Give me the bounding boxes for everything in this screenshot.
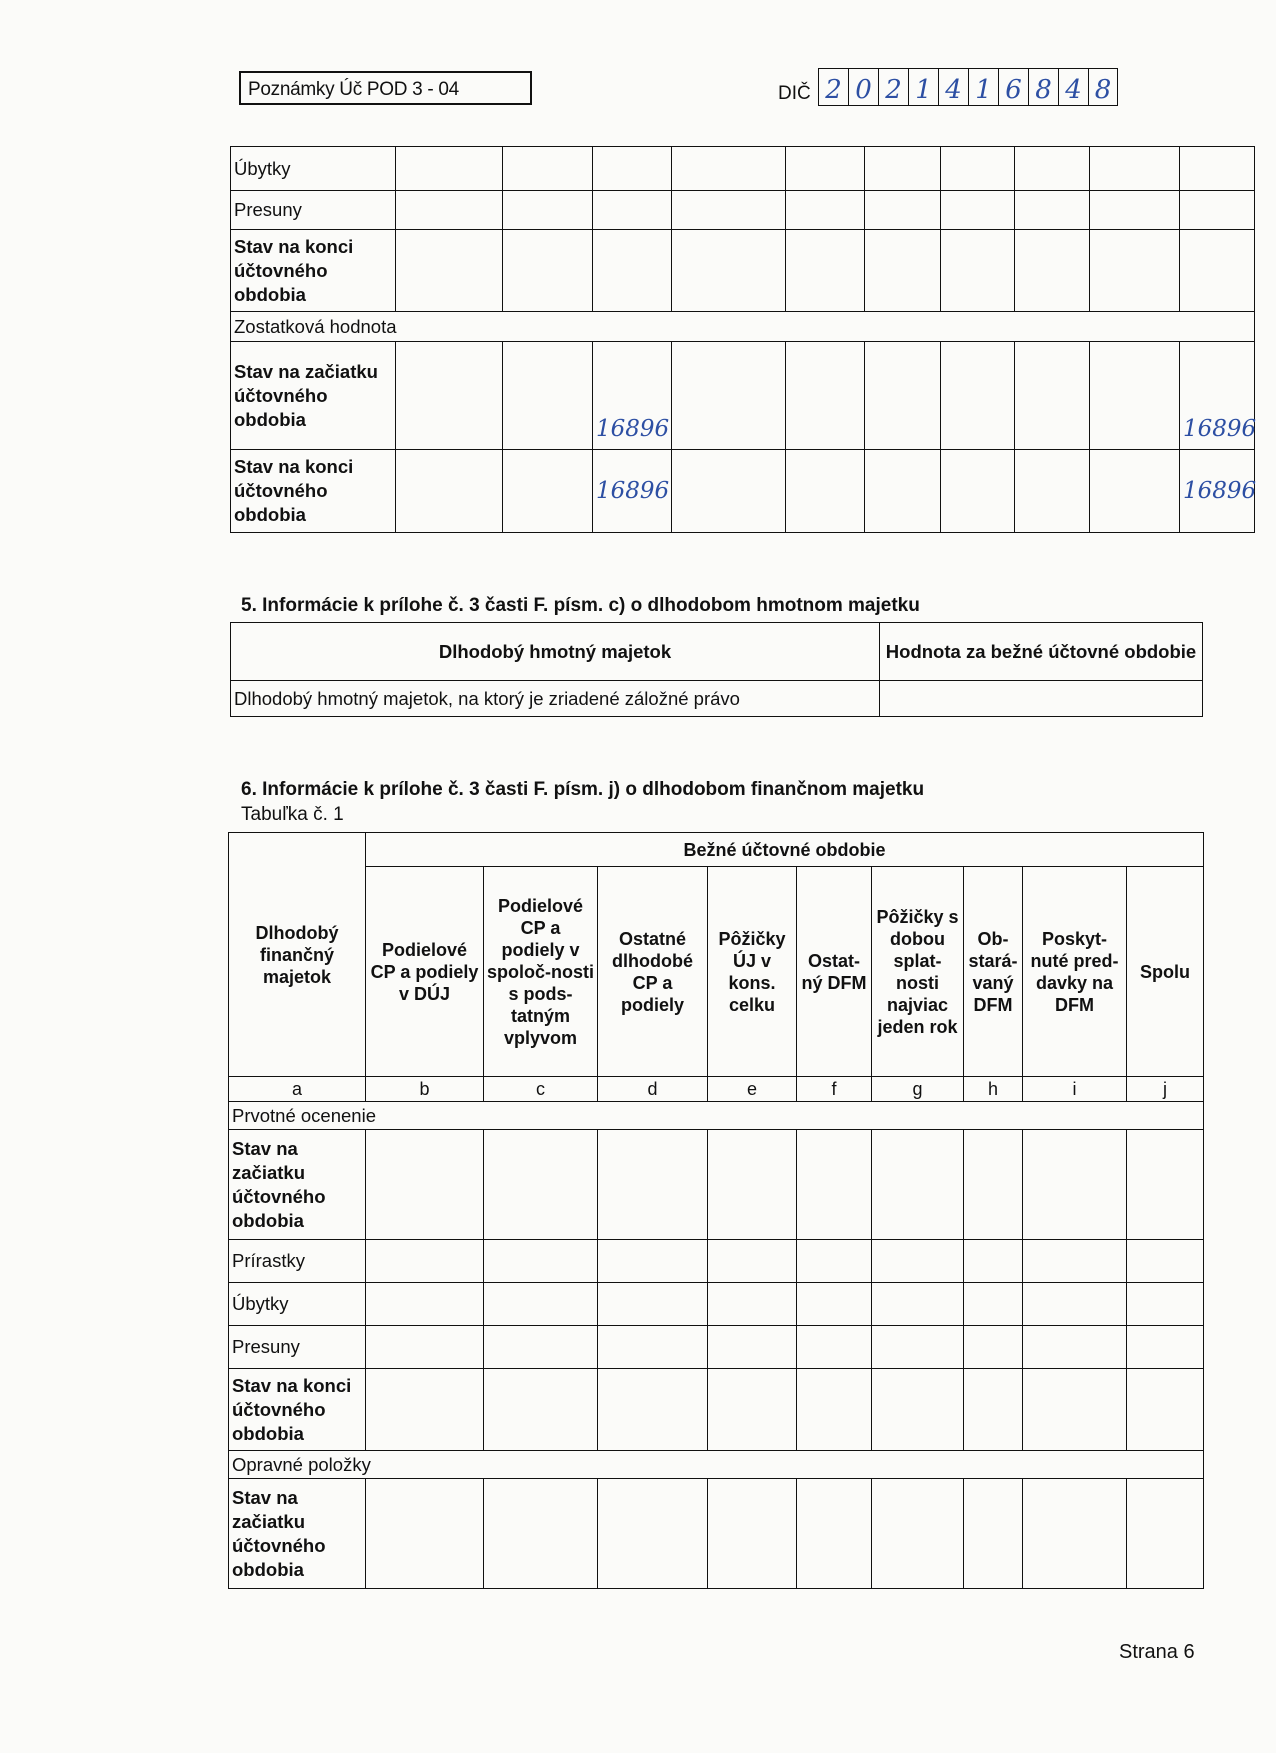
col-letter: a (229, 1077, 366, 1102)
col-header-asset: Dlhodobý finančný majetok (229, 833, 366, 1077)
col-header: Ostat-ný DFM (797, 867, 872, 1077)
row-label: Prírastky (229, 1240, 366, 1283)
row-label: Presuny (231, 191, 396, 230)
table-row (231, 312, 1255, 342)
table-row (231, 342, 1255, 450)
section-label: Opravné položky (229, 1451, 1204, 1479)
dic-digit: 6 (998, 68, 1028, 106)
period-header: Bežné účtovné obdobie (366, 833, 1204, 867)
col-letter: f (797, 1077, 872, 1102)
dic-digit: 2 (818, 68, 848, 106)
dic-digit: 4 (1058, 68, 1088, 106)
section-5-title: 5. Informácie k prílohe č. 3 časti F. písm. c) o dlhodobom hmotnom majetku (241, 595, 920, 616)
col-header: Ob-stará-vaný DFM (964, 867, 1023, 1077)
table-row (229, 1130, 1204, 1240)
table-row (229, 1283, 1204, 1326)
table-row (231, 450, 1255, 533)
table-row (229, 1479, 1204, 1589)
col-letter: e (708, 1077, 797, 1102)
column-letters-row (229, 1077, 1204, 1102)
table-caption: Tabuľka č. 1 (241, 804, 344, 825)
table-row (229, 1326, 1204, 1369)
row-label: Stav na konci účtovného obdobia (229, 1369, 366, 1451)
page-number: Strana 6 (1119, 1641, 1195, 1663)
row-label: Stav na začiatku účtovného obdobia (231, 342, 396, 450)
table-row (231, 623, 1203, 681)
col-letter: i (1023, 1077, 1127, 1102)
row-label: Stav na konci účtovného obdobia (231, 450, 396, 533)
table-row (231, 191, 1255, 230)
col-header-value: Hodnota za bežné účtovné obdobie (880, 623, 1203, 681)
section-6-title: 6. Informácie k prílohe č. 3 časti F. písm. j) o dlhodobom finančnom majetku (241, 779, 925, 800)
section-label: Zostatková hodnota (231, 312, 1255, 342)
col-header: Podielové CP a podiely v DÚJ (366, 867, 484, 1077)
col-letter: j (1127, 1077, 1204, 1102)
row-label: Stav na začiatku účtovného obdobia (229, 1479, 366, 1589)
dic-digit: 1 (908, 68, 938, 106)
table-row (229, 1369, 1204, 1451)
handwritten-value: 16896 (593, 450, 672, 533)
dic-label: DIČ (778, 83, 811, 104)
col-header: Poskyt-nuté pred-davky na DFM (1023, 867, 1127, 1077)
table-row (231, 230, 1255, 312)
dic-digit: 4 (938, 68, 968, 106)
section-5-table (230, 622, 1203, 717)
col-header: Pôžičky ÚJ v kons. celku (708, 867, 797, 1077)
col-letter: h (964, 1077, 1023, 1102)
col-header: Ostatné dlhodobé CP a podiely (598, 867, 708, 1077)
table-row (231, 681, 1203, 717)
dic-digit: 1 (968, 68, 998, 106)
table-row (229, 867, 1204, 1077)
table-row (229, 1451, 1204, 1479)
col-letter: c (484, 1077, 598, 1102)
dic-digit: 8 (1088, 68, 1118, 106)
row-label: Stav na konci účtovného obdobia (231, 230, 396, 312)
col-letter: b (366, 1077, 484, 1102)
col-letter: d (598, 1077, 708, 1102)
dic-field (818, 68, 1118, 106)
table-row (229, 1102, 1204, 1130)
handwritten-total: 16896 (1180, 342, 1255, 450)
col-letter: g (872, 1077, 964, 1102)
section-6-table (228, 832, 1204, 1589)
table-row (229, 833, 1204, 867)
dhm-table-continuation (230, 146, 1255, 533)
handwritten-value: 16896 (593, 342, 672, 450)
handwritten-total: 16896 (1180, 450, 1255, 533)
row-label: Presuny (229, 1326, 366, 1369)
col-header: Spolu (1127, 867, 1204, 1077)
col-header-asset: Dlhodobý hmotný majetok (231, 623, 880, 681)
col-header: Podielové CP a podiely v spoloč-nosti s pods-tatným vplyvom (484, 867, 598, 1077)
row-label: Dlhodobý hmotný majetok, na ktorý je zriadené záložné právo (231, 681, 880, 717)
col-header: Pôžičky s dobou splat-nosti najviac jeden rok (872, 867, 964, 1077)
table-row (229, 1240, 1204, 1283)
form-code: Poznámky Úč POD 3 - 04 (239, 71, 532, 105)
dic-digit: 8 (1028, 68, 1058, 106)
row-label: Úbytky (231, 147, 396, 191)
dic-digit: 2 (878, 68, 908, 106)
row-label: Stav na začiatku účtovného obdobia (229, 1130, 366, 1240)
table-row (231, 147, 1255, 191)
section-label: Prvotné ocenenie (229, 1102, 1204, 1130)
row-label: Úbytky (229, 1283, 366, 1326)
dic-digit: 0 (848, 68, 878, 106)
